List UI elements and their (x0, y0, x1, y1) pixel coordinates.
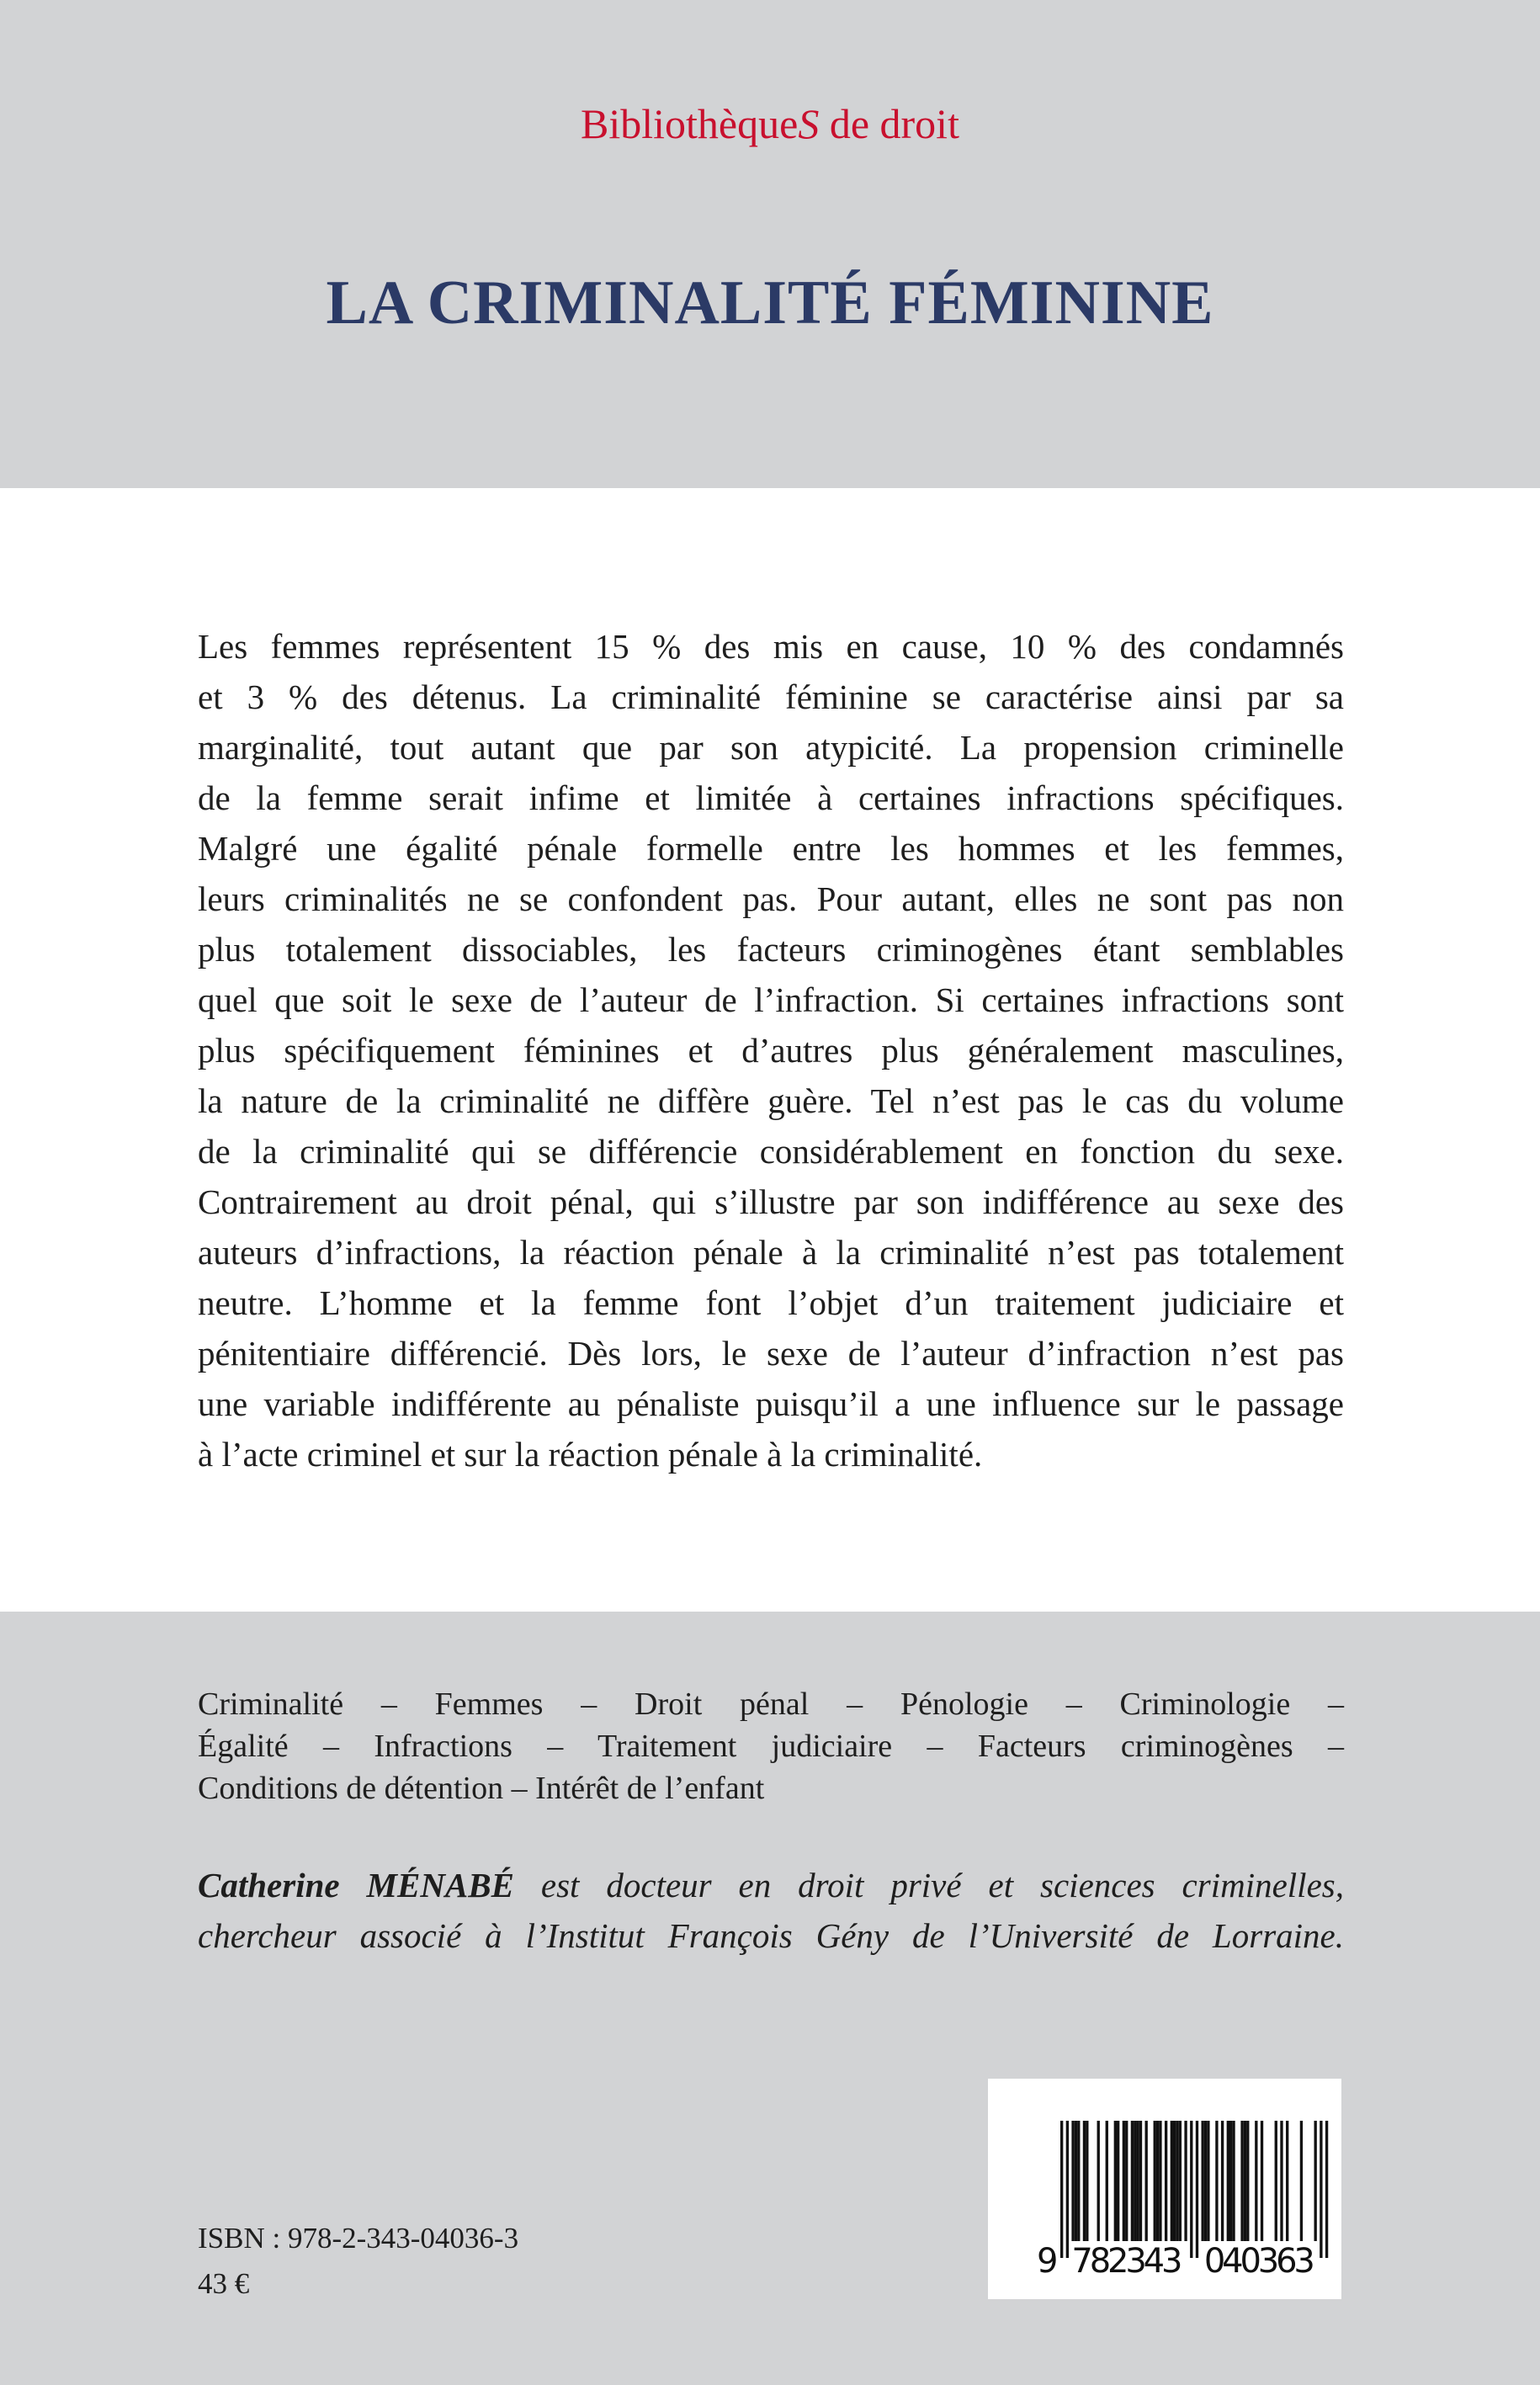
summary-line: plus spécifiquement féminines et d’autres plus généralement masculines, (198, 1031, 1344, 1070)
barcode-bar (1176, 2121, 1178, 2241)
summary-text (198, 621, 1344, 1479)
barcode-graphic (988, 2079, 1341, 2299)
barcode-bar (1106, 2121, 1108, 2241)
barcode-bar (1232, 2121, 1235, 2241)
barcode-bar (1240, 2121, 1243, 2241)
barcode-bar (1071, 2121, 1074, 2241)
barcode-bar (1244, 2121, 1246, 2241)
book-title: LA CRIMINALITÉ FÉMININE (326, 268, 1214, 337)
barcode-bar (1173, 2121, 1176, 2241)
barcode-bar (1325, 2121, 1328, 2258)
series-suffix: de droit (819, 100, 959, 147)
barcode-bar (1320, 2121, 1322, 2258)
barcode-bar (1145, 2121, 1148, 2241)
summary-line: de la criminalité qui se différencie considérablement en fonction du sexe. (198, 1132, 1344, 1171)
barcode-bar (1117, 2121, 1119, 2241)
barcode-bar (1190, 2121, 1192, 2258)
barcode-bar (1139, 2121, 1142, 2241)
barcode-bar (1202, 2121, 1204, 2241)
series-prefix: Bibliothèque (581, 100, 799, 147)
barcode-digits: 040363 (1203, 2242, 1315, 2281)
barcode-bar (1075, 2121, 1077, 2241)
header-band (0, 0, 1540, 488)
summary-line: la nature de la criminalité ne diffère guère. Tel n’est pas le cas du volume (198, 1081, 1344, 1120)
barcode-bar (1114, 2121, 1117, 2241)
keyword-line: Conditions de détention – Intérêt de l’enfant (198, 1771, 765, 1806)
barcode-bar (1123, 2121, 1125, 2241)
barcode-bar (1275, 2121, 1277, 2241)
summary-line: une variable indifférente au pénaliste puisqu’il a une influence sur le passage (198, 1384, 1344, 1423)
series-name (0, 99, 1540, 148)
barcode-bar (1179, 2121, 1182, 2241)
summary-line: auteurs d’infractions, la réaction pénale à la criminalité n’est pas totalement (198, 1233, 1344, 1272)
isbn: ISBN : 978-2-343-04036-3 (198, 2222, 519, 2255)
barcode-bar (1159, 2121, 1161, 2241)
barcode-bar (1156, 2121, 1159, 2241)
summary-line: à l’acte criminel et sur la réaction pénale à la criminalité. (198, 1435, 983, 1474)
barcode-bar (1280, 2121, 1282, 2241)
barcode-bar (1131, 2121, 1134, 2241)
keyword-line: Égalité – Infractions – Traitement judiciaire – Facteurs criminogènes – (198, 1729, 1344, 1764)
barcode-bar (1171, 2121, 1173, 2241)
barcode-bar (1060, 2121, 1063, 2258)
barcode-bar (1086, 2121, 1088, 2241)
keywords (198, 1683, 1344, 1809)
barcode (988, 2079, 1341, 2299)
summary-line: de la femme serait infime et limitée à certaines infractions spécifiques. (198, 778, 1344, 817)
series-s-letter: S (798, 100, 820, 147)
summary-line: neutre. L’homme et la femme font l’objet d’un traitement judiciaire et (198, 1283, 1344, 1322)
author-bio-line-1: est docteur en droit privé et sciences criminelles, (513, 1866, 1344, 1904)
barcode-digits: 9 (1037, 2242, 1059, 2281)
barcode-bar (1286, 2121, 1288, 2241)
barcode-bar (1204, 2121, 1207, 2241)
author-bio (198, 1860, 1344, 1961)
barcode-bar (1255, 2121, 1257, 2241)
summary-line: pénitentiaire différencié. Dès lors, le sexe de l’auteur d’infraction n’est pas (198, 1334, 1344, 1373)
summary-line: leurs criminalités ne se confondent pas. Pour autant, elles ne sont pas non (198, 879, 1344, 918)
barcode-bar (1196, 2121, 1198, 2258)
barcode-bar (1125, 2121, 1128, 2241)
summary-line: plus totalement dissociables, les facteurs criminogènes étant semblables (198, 930, 1344, 969)
summary-line: quel que soit le sexe de l’auteur de l’infraction. Si certaines infractions sont (198, 980, 1344, 1019)
barcode-bar (1066, 2121, 1069, 2258)
barcode-bar (1314, 2121, 1317, 2241)
barcode-bar (1165, 2121, 1167, 2241)
barcode-bar (1077, 2121, 1080, 2241)
barcode-bar (1246, 2121, 1249, 2241)
barcode-bar (1229, 2121, 1232, 2241)
barcode-bar (1221, 2121, 1224, 2241)
keyword-line: Criminalité – Femmes – Droit pénal – Pénologie – Criminologie – (198, 1686, 1344, 1722)
summary-line: Les femmes représentent 15 % des mis en cause, 10 % des condamnés (198, 627, 1344, 666)
summary-line: et 3 % des détenus. La criminalité féminine se caractérise ainsi par sa (198, 677, 1344, 716)
barcode-bar (1227, 2121, 1229, 2241)
barcode-bar (1261, 2121, 1263, 2241)
price: 43 € (198, 2267, 250, 2300)
barcode-bar (1134, 2121, 1136, 2241)
barcode-digits: 782343 (1071, 2242, 1183, 2281)
barcode-bar (1154, 2121, 1156, 2241)
barcode-bar (1207, 2121, 1209, 2241)
barcode-bar (1215, 2121, 1218, 2241)
summary-line: Contrairement au droit pénal, qui s’illustre par son indifférence au sexe des (198, 1182, 1344, 1221)
summary-line: marginalité, tout autant que par son atypicité. La propension criminelle (198, 728, 1344, 767)
barcode-bar (1184, 2121, 1187, 2241)
author-bio-line-2: chercheur associé à l’Institut François Gény de l’Université de Lorraine. (198, 1916, 1344, 1955)
summary-line: Malgré une égalité pénale formelle entre les hommes et les femmes, (198, 829, 1344, 868)
barcode-bar (1097, 2121, 1100, 2241)
barcode-bar (1083, 2121, 1086, 2241)
barcode-bar (1300, 2121, 1303, 2241)
barcode-bar (1136, 2121, 1139, 2241)
author-name: Catherine MÉNABÉ (198, 1866, 514, 1904)
